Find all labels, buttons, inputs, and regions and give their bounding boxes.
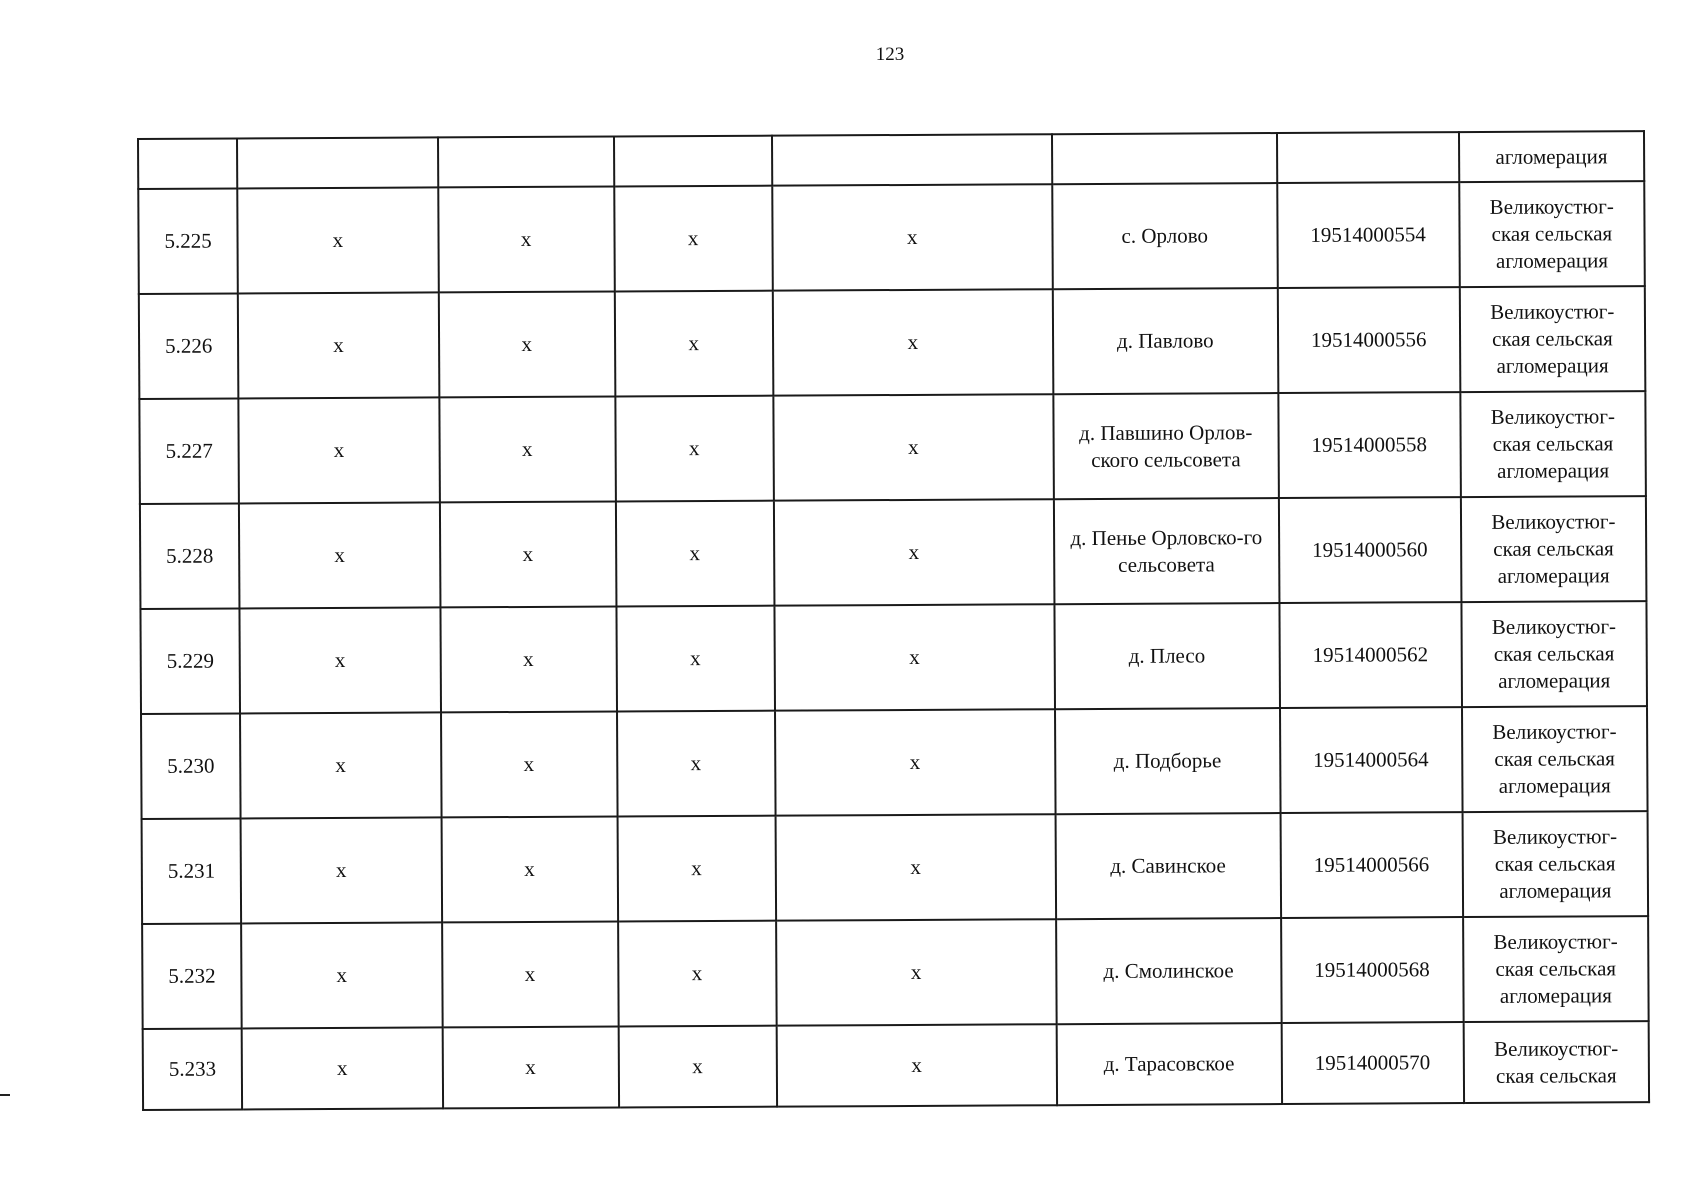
- cell-mark: х: [772, 184, 1053, 290]
- cell-number: 5.231: [142, 818, 242, 924]
- agglomeration-line: ская сельская: [1493, 536, 1614, 561]
- agglomeration-line: агломерация: [1499, 878, 1612, 903]
- cell-empty: [138, 138, 237, 189]
- agglomeration-line: ская сельская: [1492, 431, 1614, 456]
- cell-code: 19514000568: [1281, 917, 1464, 1023]
- cell-mark: х: [775, 709, 1056, 815]
- agglomeration-line: ская сельская: [1493, 641, 1615, 666]
- cell-agglomeration: агломерация: [1459, 131, 1645, 182]
- agglomeration-line: Великоустюг-: [1492, 719, 1617, 744]
- cell-mark: х: [240, 607, 441, 713]
- cell-mark: х: [241, 817, 442, 923]
- cell-empty: [237, 137, 438, 188]
- agglomeration-line: агломерация: [1497, 563, 1610, 588]
- agglomeration-line: ская сельская: [1495, 1062, 1617, 1088]
- cell-mark: х: [441, 816, 618, 922]
- cell-mark: х: [237, 187, 438, 293]
- cell-number: 5.227: [139, 398, 239, 504]
- cell-mark: х: [439, 397, 616, 503]
- cell-mark: х: [239, 397, 440, 503]
- cell-agglomeration: [1461, 496, 1647, 602]
- agglomeration-line: ская сельская: [1491, 221, 1613, 246]
- agglomeration-line: агломерация: [1497, 458, 1610, 483]
- cell-code: 19514000562: [1279, 602, 1462, 708]
- cell-mark: х: [776, 919, 1057, 1025]
- agglomeration-line: агломерация: [1498, 668, 1611, 693]
- cell-mark: х: [241, 922, 442, 1028]
- cell-code: 19514000570: [1281, 1022, 1464, 1104]
- cell-settlement: д. Пенье Орловско-го сельсовета: [1054, 498, 1279, 604]
- cell-code: 19514000558: [1278, 392, 1461, 498]
- agglomeration-line: Великоустюг-: [1493, 1035, 1619, 1061]
- agglomeration-line: ская сельская: [1492, 326, 1613, 351]
- agglomeration-line: Великоустюг-: [1492, 824, 1618, 849]
- cell-mark: х: [442, 921, 619, 1027]
- cell-number: 5.228: [140, 503, 240, 609]
- cell-number: 5.232: [142, 923, 242, 1029]
- cell-mark: х: [772, 289, 1053, 395]
- cell-mark: х: [618, 921, 776, 1027]
- table-sheet: [137, 130, 1650, 1111]
- table-row: [138, 181, 1645, 294]
- page-number: 123: [875, 44, 905, 65]
- cell-mark: х: [614, 291, 772, 397]
- cell-settlement: д. Тарасовское: [1057, 1023, 1282, 1105]
- cell-mark: х: [438, 292, 615, 398]
- cell-mark: х: [776, 1024, 1057, 1106]
- agglomeration-line: ская сельская: [1494, 851, 1616, 876]
- cell-mark: х: [615, 396, 773, 502]
- cell-mark: х: [240, 712, 441, 818]
- cell-number: 5.230: [141, 713, 241, 819]
- cell-empty: [772, 134, 1053, 185]
- agglomeration-line: Великоустюг-: [1491, 509, 1616, 534]
- agglomeration-line: ская сельская: [1494, 746, 1615, 771]
- cell-mark: х: [617, 816, 775, 922]
- cell-mark: х: [614, 186, 772, 292]
- agglomeration-line: агломерация: [1495, 248, 1609, 273]
- table-row-continuation: [138, 131, 1644, 189]
- agglomeration-line: Великоустюг-: [1490, 299, 1615, 324]
- agglomeration-line: агломерация: [1496, 353, 1609, 378]
- cell-mark: х: [442, 1026, 619, 1108]
- table-row: [139, 391, 1646, 504]
- cell-mark: х: [616, 501, 774, 607]
- cell-empty: [1052, 133, 1277, 184]
- cell-settlement: д. Плесо: [1054, 603, 1279, 709]
- cell-mark: х: [618, 1026, 776, 1108]
- agglomeration-line: Великоустюг-: [1489, 194, 1614, 219]
- cell-agglomeration: [1463, 916, 1649, 1022]
- cell-mark: х: [239, 502, 440, 608]
- cell-mark: х: [617, 711, 775, 817]
- table-row: [142, 916, 1649, 1029]
- agglomeration-line: агломерация: [1499, 983, 1612, 1008]
- settlements-table: [137, 130, 1650, 1111]
- cell-code: 19514000564: [1280, 707, 1463, 813]
- cell-number: 5.233: [143, 1028, 243, 1110]
- cell-mark: х: [441, 711, 618, 817]
- cell-mark: х: [440, 606, 617, 712]
- cell-settlement: с. Орлово: [1052, 183, 1277, 289]
- cell-agglomeration: [1462, 811, 1648, 917]
- table-row: [143, 1021, 1649, 1110]
- agglomeration-line: ская сельская: [1495, 956, 1617, 981]
- table-row: [140, 496, 1647, 609]
- cell-settlement: д. Павшино Орлов-ского сельсовета: [1053, 393, 1278, 499]
- cell-mark: х: [775, 814, 1056, 920]
- cell-empty: [438, 137, 614, 188]
- cell-mark: х: [774, 604, 1055, 710]
- agglomeration-line: Великоустюг-: [1493, 929, 1618, 954]
- cell-number: 5.226: [139, 293, 239, 399]
- cell-mark: х: [616, 606, 774, 712]
- margin-mark: [0, 1094, 10, 1096]
- cell-settlement: д. Савинское: [1055, 813, 1280, 919]
- agglomeration-line: агломерация: [1498, 773, 1611, 798]
- cell-agglomeration: [1461, 601, 1647, 707]
- cell-mark: х: [438, 187, 615, 293]
- cell-agglomeration: [1463, 1021, 1649, 1103]
- cell-agglomeration: [1460, 286, 1646, 392]
- cell-agglomeration: [1462, 706, 1648, 812]
- table-row: [139, 286, 1646, 399]
- cell-code: 19514000556: [1277, 287, 1460, 393]
- cell-empty: [614, 136, 772, 187]
- cell-settlement: д. Подборье: [1055, 708, 1280, 814]
- cell-number: 5.225: [138, 188, 238, 294]
- cell-agglomeration: [1459, 181, 1645, 287]
- cell-mark: х: [773, 394, 1054, 500]
- agglomeration-line: Великоустюг-: [1490, 404, 1615, 429]
- cell-settlement: д. Смолинское: [1056, 918, 1281, 1024]
- agglomeration-line: Великоустюг-: [1491, 614, 1617, 639]
- cell-mark: х: [238, 292, 439, 398]
- table-row: [142, 811, 1649, 924]
- cell-number: 5.229: [140, 608, 240, 714]
- table-row: [141, 706, 1648, 819]
- cell-code: 19514000554: [1277, 182, 1460, 288]
- cell-code: 19514000566: [1280, 812, 1463, 918]
- cell-mark: х: [242, 1027, 443, 1109]
- cell-mark: х: [439, 501, 616, 607]
- cell-settlement: д. Павлово: [1053, 288, 1278, 394]
- table-row: [140, 601, 1647, 714]
- cell-empty: [1277, 132, 1459, 183]
- cell-agglomeration: [1460, 391, 1646, 497]
- cell-code: 19514000560: [1278, 497, 1461, 603]
- cell-mark: х: [773, 499, 1054, 605]
